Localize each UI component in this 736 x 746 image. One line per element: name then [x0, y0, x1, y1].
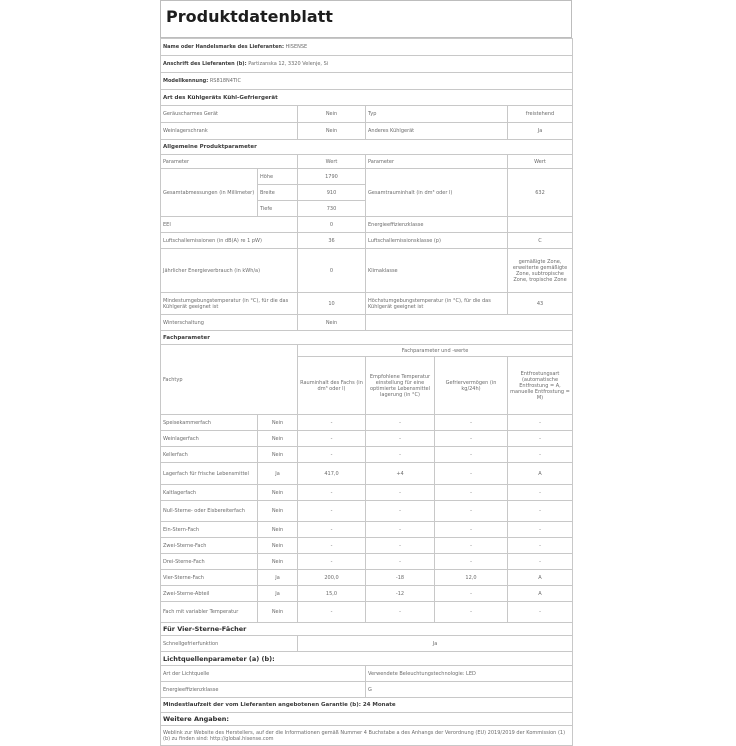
width-value: 910 [298, 185, 366, 201]
compartment-temp: +4 [366, 463, 435, 485]
energy-class-value [508, 217, 573, 233]
light-type-row [161, 666, 573, 682]
col-parameter: Parameter [161, 155, 298, 169]
compartment-present: Ja [258, 463, 298, 485]
compartment-defrost: - [508, 501, 573, 522]
device-type-label: Geräuscharmes Gerät [161, 106, 298, 123]
compartment-volume: - [298, 602, 366, 623]
supplier-address-value: Partizanska 12, 3320 Velenje, Si [248, 61, 329, 67]
compartment-temp: - [366, 501, 435, 522]
col-freeze: Gefriervermögen (in kg/24h) [435, 357, 508, 415]
noise-row [161, 233, 573, 249]
eei-row [161, 217, 573, 233]
compartment-temp: - [366, 602, 435, 623]
compartment-freeze: - [435, 415, 508, 431]
eei-label: EEI [161, 217, 298, 233]
compartment-volume: - [298, 522, 366, 538]
eei-value: 0 [298, 217, 366, 233]
compartment-temp: - [366, 485, 435, 501]
compartment-present: Nein [258, 501, 298, 522]
col-defrost: Entfrostungsart (automatische Entfrostung = A, manuelle Entfrostung = M) [508, 357, 573, 415]
compartment-freeze: - [435, 602, 508, 623]
quick-freeze-label: Schnellgefrierfunktion [161, 636, 298, 652]
four-star-heading: Für Vier-Sterne-Fächer [161, 623, 573, 636]
compartment-defrost: - [508, 485, 573, 501]
height-value: 1790 [298, 169, 366, 185]
general-header-row [161, 155, 573, 169]
compartment-defrost: A [508, 586, 573, 602]
device-type-label2: Typ [366, 106, 508, 123]
compartment-present: Nein [258, 554, 298, 570]
compartment-row [161, 522, 573, 538]
compartment-freeze: - [435, 485, 508, 501]
data-table [160, 38, 573, 746]
device-type-heading-row [161, 90, 573, 106]
energy-label: Jährlicher Energieverbrauch (in kWh/a) [161, 249, 298, 293]
compartment-defrost: A [508, 463, 573, 485]
compartment-freeze: - [435, 501, 508, 522]
compartment-defrost: - [508, 602, 573, 623]
compartment-name: Speisekammerfach [161, 415, 258, 431]
compartment-temp: - [366, 538, 435, 554]
compartment-row [161, 501, 573, 522]
compartment-name: Drei-Sterne-Fach [161, 554, 258, 570]
compartment-name: Fach mit variabler Temperatur [161, 602, 258, 623]
compartment-row [161, 586, 573, 602]
compartment-name: Zwei-Sterne-Fach [161, 538, 258, 554]
light-class-label: Energieeffizienzklasse [161, 682, 366, 698]
min-temp-label: Mindestumgebungstemperatur (in °C), für die das Kühlgerät geeignet ist [161, 293, 298, 315]
model-value: RS818N4TIC [209, 78, 241, 84]
warranty-label: Mindestlaufzeit der vom Lieferanten angebotenen Garantie (b): 24 Monate [161, 698, 573, 713]
compartment-name: Lagerfach für frische Lebensmittel [161, 463, 258, 485]
compartment-present: Nein [258, 538, 298, 554]
width-label: Breite [258, 185, 298, 201]
noise-label: Luftschallemissionen (in dB(A) re 1 pW) [161, 233, 298, 249]
energy-value: 0 [298, 249, 366, 293]
col-volume: Rauminhalt des Fachs (in dm³ oder l) [298, 357, 366, 415]
compartment-name: Ein-Stern-Fach [161, 522, 258, 538]
supplier-name-value: HISENSE [285, 44, 308, 50]
quick-freeze-value: Ja [298, 636, 573, 652]
volume-value: 632 [508, 169, 573, 217]
depth-label: Tiefe [258, 201, 298, 217]
compartments-heading: Fachparameter [161, 331, 573, 345]
depth-value: 730 [298, 201, 366, 217]
compartment-defrost: - [508, 538, 573, 554]
compartment-freeze: - [435, 554, 508, 570]
compartment-volume: 15,0 [298, 586, 366, 602]
extra-text: Weblink zur Website des Herstellers, auf der die Informationen gemäß Nummer 4 Buchstabe a des Anhangs der Verordnung (EU) 2019/2019 der Kommission (1) (b) zu finden sind: http://global.hisense.com [161, 726, 573, 746]
winter-label: Winterschaltung [161, 315, 298, 331]
compartment-row [161, 447, 573, 463]
winter-value: Nein [298, 315, 366, 331]
compartment-present: Nein [258, 447, 298, 463]
quick-freeze-row [161, 636, 573, 652]
device-type-value: Nein [298, 123, 366, 140]
col-parameter-2: Parameter [366, 155, 508, 169]
compartment-present: Nein [258, 485, 298, 501]
device-type-value: Nein [298, 106, 366, 123]
compartment-freeze: - [435, 522, 508, 538]
compartment-defrost: A [508, 570, 573, 586]
compartment-temp: - [366, 415, 435, 431]
compartment-volume: 417,0 [298, 463, 366, 485]
compartment-volume: - [298, 554, 366, 570]
compartment-name: Vier-Sterne-Fach [161, 570, 258, 586]
dims-label: Gesamtabmessungen (in Millimeter) [161, 169, 258, 217]
compartment-temp: -12 [366, 586, 435, 602]
compartment-row [161, 570, 573, 586]
climate-label: Klimaklasse [366, 249, 508, 293]
compartment-row [161, 431, 573, 447]
compartment-defrost: - [508, 447, 573, 463]
sheet-title: Produktdatenblatt [166, 7, 333, 26]
compartment-name: Kaltlagerfach [161, 485, 258, 501]
compartment-volume: - [298, 485, 366, 501]
compartment-defrost: - [508, 415, 573, 431]
col-value: Wert [298, 155, 366, 169]
device-type-label2: Anderes Kühlgerät [366, 123, 508, 140]
compartment-freeze: 12,0 [435, 570, 508, 586]
col-fachparameter: Fachparameter und -werte [298, 345, 573, 357]
compartment-volume: 200,0 [298, 570, 366, 586]
model-row [161, 73, 573, 90]
winter-row [161, 315, 573, 331]
height-label: Höhe [258, 169, 298, 185]
compartment-volume: - [298, 501, 366, 522]
model-label: Modellkennung: [163, 78, 209, 84]
compartment-present: Nein [258, 522, 298, 538]
compartment-volume: - [298, 415, 366, 431]
compartments-heading-row [161, 331, 573, 345]
compartment-defrost: - [508, 554, 573, 570]
compartments-group-row [161, 345, 573, 357]
light-heading: Lichtquellenparameter (a) (b): [161, 652, 573, 666]
temp-row [161, 293, 573, 315]
compartment-name: Null-Sterne- oder Eisbereiterfach [161, 501, 258, 522]
col-temp: Empfohlene Temperatur einstellung für eine optimierte Lebensmittel lagerung (in °C) [366, 357, 435, 415]
product-data-sheet [160, 0, 574, 742]
warranty-row [161, 698, 573, 713]
energy-class-label: Energieeffizienzklasse [366, 217, 508, 233]
energy-row [161, 249, 573, 293]
compartment-name: Zwei-Sterne-Abteil [161, 586, 258, 602]
compartment-freeze: - [435, 447, 508, 463]
compartment-present: Nein [258, 431, 298, 447]
volume-label: Gesamtrauminhalt (in dm³ oder l) [366, 169, 508, 217]
general-heading-row [161, 140, 573, 155]
compartment-present: Ja [258, 570, 298, 586]
sheet-title-box [160, 0, 572, 38]
extra-heading-row [161, 713, 573, 726]
light-type-value: Verwendete Beleuchtungstechnologie: LED [366, 666, 573, 682]
compartment-freeze: - [435, 463, 508, 485]
compartment-row [161, 554, 573, 570]
compartment-temp: - [366, 554, 435, 570]
light-class-row [161, 682, 573, 698]
compartment-temp: - [366, 447, 435, 463]
device-type-value2: Ja [508, 123, 573, 140]
compartment-row [161, 415, 573, 431]
noise-value: 36 [298, 233, 366, 249]
supplier-address-row [161, 56, 573, 73]
max-temp-label: Höchstumgebungstemperatur (in °C), für die das Kühlgerät geeignet ist [366, 293, 508, 315]
compartment-row [161, 485, 573, 501]
extra-heading: Weitere Angaben: [161, 713, 573, 726]
col-fachtyp: Fachtyp [161, 345, 298, 415]
noise-class-value: C [508, 233, 573, 249]
climate-value: gemäßigte Zone, erweiterte gemäßigte Zone, subtropische Zone, tropische Zone [508, 249, 573, 293]
col-value-2: Wert [508, 155, 573, 169]
device-type-row [161, 123, 573, 140]
compartment-temp: -18 [366, 570, 435, 586]
light-class-value: G [366, 682, 573, 698]
device-type-label: Weinlagerschrank [161, 123, 298, 140]
device-type-value2: freistehend [508, 106, 573, 123]
supplier-name-label: Name oder Handelsmarke des Lieferanten: [163, 44, 284, 50]
light-heading-row [161, 652, 573, 666]
height-row [161, 169, 573, 185]
compartment-freeze: - [435, 586, 508, 602]
compartment-row [161, 463, 573, 485]
compartment-volume: - [298, 447, 366, 463]
compartment-temp: - [366, 431, 435, 447]
compartment-defrost: - [508, 522, 573, 538]
supplier-name-row [161, 39, 573, 56]
max-temp-value: 43 [508, 293, 573, 315]
compartment-volume: - [298, 538, 366, 554]
compartment-freeze: - [435, 538, 508, 554]
compartment-row [161, 602, 573, 623]
compartment-temp: - [366, 522, 435, 538]
compartment-defrost: - [508, 431, 573, 447]
compartment-name: Weinlagerfach [161, 431, 258, 447]
compartment-present: Nein [258, 602, 298, 623]
general-heading: Allgemeine Produktparameter [161, 140, 573, 155]
device-type-heading: Art des Kühlgeräts Kühl-Gefriergerät [161, 90, 573, 106]
supplier-address-label: Anschrift des Lieferanten (b): [163, 61, 247, 67]
device-type-row [161, 106, 573, 123]
four-star-heading-row [161, 623, 573, 636]
noise-class-label: Luftschallemissionsklasse (p) [366, 233, 508, 249]
compartment-present: Nein [258, 415, 298, 431]
compartment-name: Kellerfach [161, 447, 258, 463]
compartment-volume: - [298, 431, 366, 447]
light-type-label: Art der Lichtquelle [161, 666, 366, 682]
compartment-freeze: - [435, 431, 508, 447]
compartment-row [161, 538, 573, 554]
min-temp-value: 10 [298, 293, 366, 315]
compartment-present: Ja [258, 586, 298, 602]
